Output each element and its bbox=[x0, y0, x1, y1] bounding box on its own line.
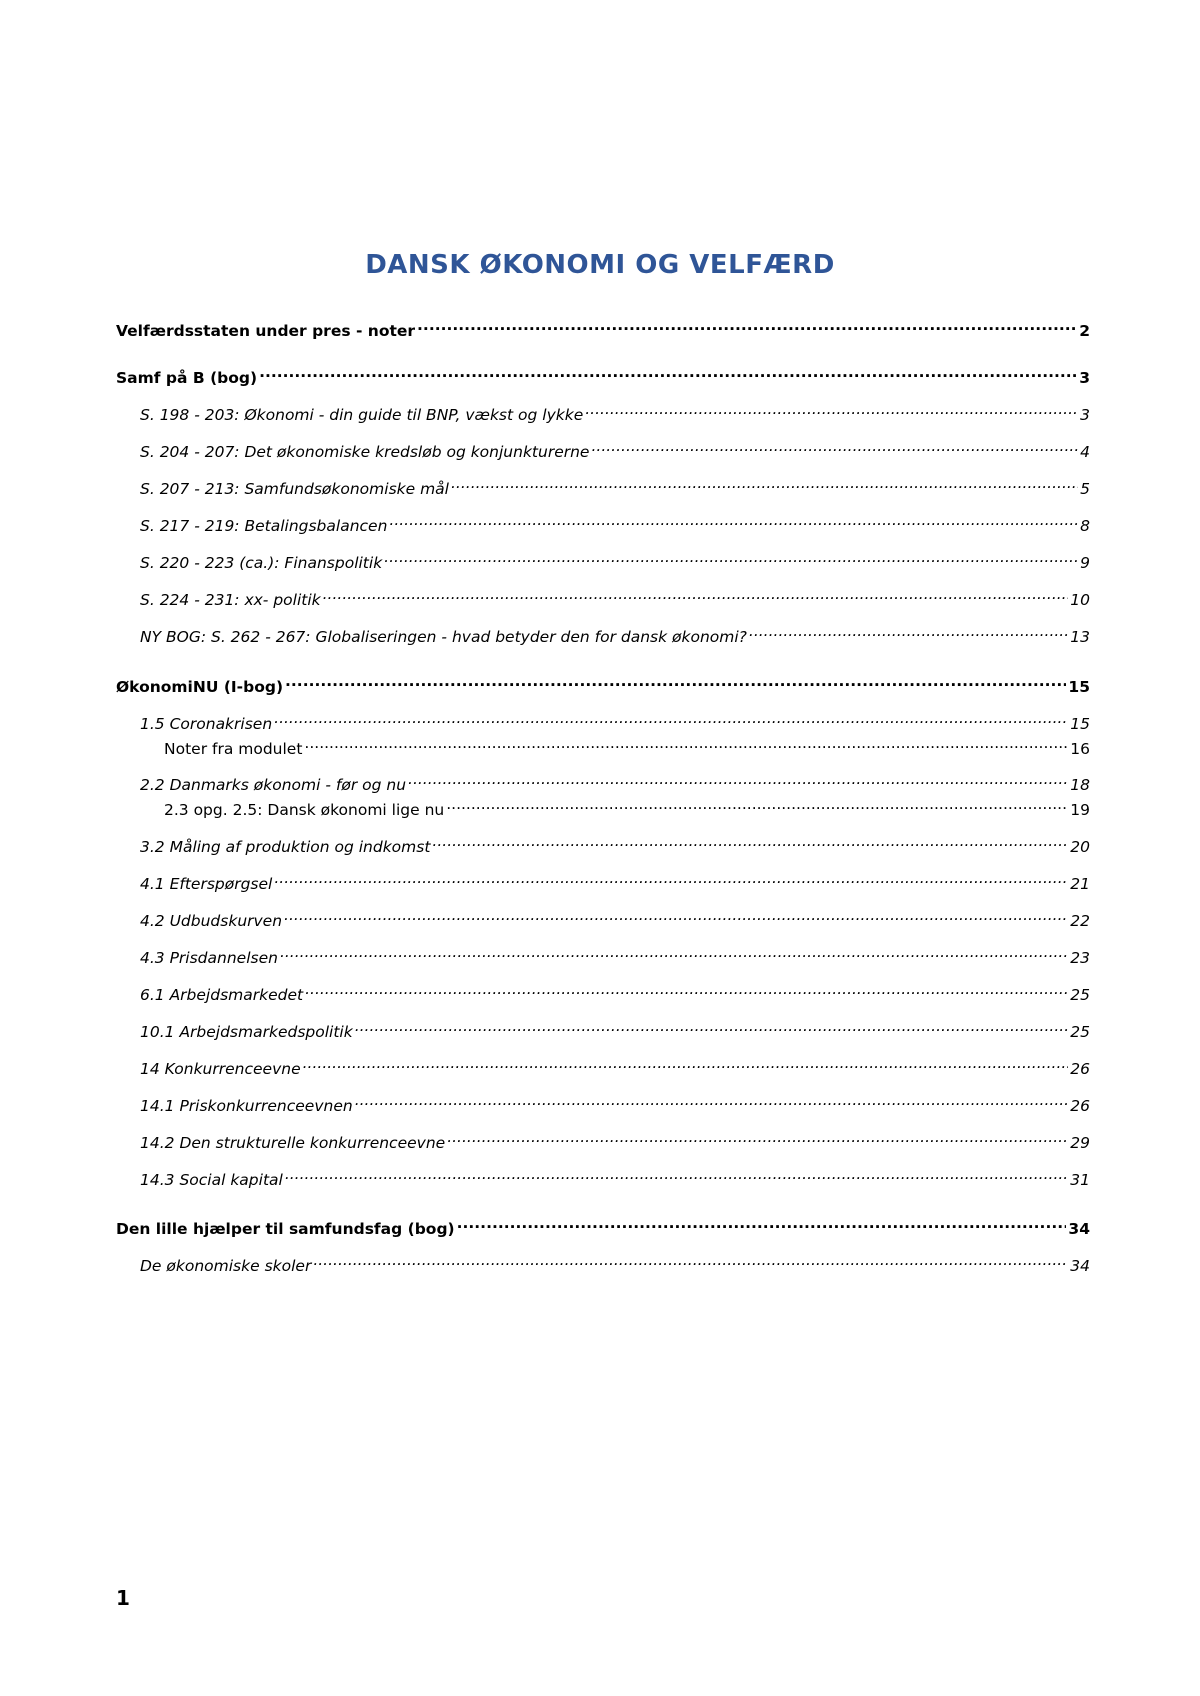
toc-dot-leader bbox=[280, 941, 1068, 963]
toc-dot-leader bbox=[285, 1163, 1068, 1185]
toc-entry-page: 15 bbox=[1068, 678, 1090, 696]
toc-entry-label: Samf på B (bog) bbox=[116, 369, 258, 387]
toc-entry-label: 4.2 Udbudskurven bbox=[140, 912, 283, 930]
toc-entry-page: 3 bbox=[1079, 369, 1090, 387]
toc-entry-label: S. 220 - 223 (ca.): Finanspolitik bbox=[140, 554, 383, 572]
toc-entry-page: 26 bbox=[1070, 1097, 1090, 1115]
toc-entry-page: 3 bbox=[1080, 406, 1090, 424]
toc-dot-leader bbox=[259, 361, 1077, 383]
toc-entry[interactable] bbox=[140, 1163, 1090, 1189]
toc-entry[interactable] bbox=[140, 768, 1090, 794]
toc-entry-label: ØkonomiNU (I-bog) bbox=[116, 678, 284, 696]
toc-dot-leader bbox=[355, 1089, 1069, 1111]
toc-entry-label: 4.3 Prisdannelsen bbox=[140, 949, 278, 967]
toc-dot-leader bbox=[274, 867, 1068, 889]
toc-entry-page: 20 bbox=[1070, 838, 1090, 856]
toc-entry[interactable] bbox=[140, 707, 1090, 733]
toc-dot-leader bbox=[323, 583, 1069, 605]
toc-entry-label: S. 224 - 231: xx- politik bbox=[140, 591, 321, 609]
toc-entry[interactable] bbox=[140, 435, 1090, 461]
toc-entry[interactable] bbox=[140, 867, 1090, 893]
toc-entry-label: S. 204 - 207: Det økonomiske kredsløb og konjunkturerne bbox=[140, 443, 590, 461]
toc-entry[interactable] bbox=[140, 1249, 1090, 1275]
document-title: DANSK ØKONOMI OG VELFÆRD bbox=[365, 250, 835, 280]
toc-entry-page: 2 bbox=[1079, 322, 1090, 340]
toc-entry-label: 1.5 Coronakrisen bbox=[140, 715, 273, 733]
toc-entry[interactable] bbox=[140, 1015, 1090, 1041]
toc-entry-page: 25 bbox=[1070, 1023, 1090, 1041]
toc-entry-page: 15 bbox=[1070, 715, 1090, 733]
toc-entry-label: 3.2 Måling af produktion og indkomst bbox=[140, 838, 431, 856]
toc-entry-label: 6.1 Arbejdsmarkedet bbox=[140, 986, 304, 1004]
toc-dot-leader bbox=[313, 1249, 1068, 1271]
toc-dot-leader bbox=[451, 472, 1078, 494]
toc-entry[interactable] bbox=[164, 732, 1090, 758]
toc-dot-leader bbox=[408, 768, 1068, 790]
toc-entry-page: 13 bbox=[1070, 628, 1090, 646]
toc-entry-page: 10 bbox=[1070, 591, 1090, 609]
toc-entry-page: 21 bbox=[1070, 875, 1090, 893]
page-number: 1 bbox=[116, 1586, 130, 1610]
toc-entry-page: 29 bbox=[1070, 1134, 1090, 1152]
toc-dot-leader bbox=[285, 670, 1066, 692]
toc-entry-page: 34 bbox=[1068, 1220, 1090, 1238]
toc-entry-page: 19 bbox=[1070, 801, 1090, 819]
toc-entry-label: 10.1 Arbejdsmarkedspolitik bbox=[140, 1023, 353, 1041]
toc-entry-label: 14 Konkurrenceevne bbox=[140, 1060, 301, 1078]
toc-entry-label: 14.1 Priskonkurrenceevnen bbox=[140, 1097, 353, 1115]
toc-entry-label: Den lille hjælper til samfundsfag (bog) bbox=[116, 1220, 455, 1238]
toc-entry[interactable] bbox=[140, 546, 1090, 572]
toc-entry[interactable] bbox=[140, 398, 1090, 424]
toc-entry-label: S. 198 - 203: Økonomi - din guide til BNP, vækst og lykke bbox=[140, 406, 584, 424]
toc-entry-label: 14.3 Social kapital bbox=[140, 1171, 283, 1189]
toc-entry-label: 2.2 Danmarks økonomi - før og nu bbox=[140, 776, 407, 794]
toc-entry-label: S. 207 - 213: Samfundsøkonomiske mål bbox=[140, 480, 449, 498]
toc-dot-leader bbox=[304, 732, 1068, 754]
toc-dot-leader bbox=[591, 435, 1078, 457]
toc-entry-page: 18 bbox=[1070, 776, 1090, 794]
toc-entry-page: 34 bbox=[1070, 1257, 1090, 1275]
toc-entry-label: De økonomiske skoler bbox=[140, 1257, 312, 1275]
toc-dot-leader bbox=[446, 793, 1068, 815]
toc-entry-label: 4.1 Efterspørgsel bbox=[140, 875, 273, 893]
toc-entry-page: 5 bbox=[1080, 480, 1090, 498]
toc-dot-leader bbox=[284, 904, 1068, 926]
toc-dot-leader bbox=[432, 830, 1068, 852]
toc-dot-leader bbox=[303, 1052, 1069, 1074]
toc-entry[interactable] bbox=[140, 904, 1090, 930]
toc-entry[interactable] bbox=[140, 1052, 1090, 1078]
toc-dot-leader bbox=[585, 398, 1078, 420]
toc-entry[interactable] bbox=[116, 361, 1090, 387]
toc-dot-leader bbox=[389, 509, 1078, 531]
toc-entry-page: 4 bbox=[1080, 443, 1090, 461]
toc-dot-leader bbox=[384, 546, 1078, 568]
toc-entry-label: 14.2 Den strukturelle konkurrenceevne bbox=[140, 1134, 446, 1152]
toc-entry-page: 8 bbox=[1080, 517, 1090, 535]
toc-entry[interactable] bbox=[140, 941, 1090, 967]
toc-dot-leader bbox=[417, 314, 1077, 336]
toc-entry-label: 2.3 opg. 2.5: Dansk økonomi lige nu bbox=[164, 801, 445, 819]
toc-dot-leader bbox=[447, 1126, 1068, 1148]
toc-entry[interactable] bbox=[140, 1126, 1090, 1152]
toc-entry[interactable] bbox=[140, 830, 1090, 856]
toc-entry[interactable] bbox=[164, 793, 1090, 819]
toc-entry-label: NY BOG: S. 262 - 267: Globaliseringen - hvad betyder den for dansk økonomi? bbox=[140, 628, 747, 646]
toc-dot-leader bbox=[274, 707, 1068, 729]
toc-entry[interactable] bbox=[140, 583, 1090, 609]
toc-entry[interactable] bbox=[116, 1212, 1090, 1238]
toc-entry[interactable] bbox=[140, 978, 1090, 1004]
toc-dot-leader bbox=[457, 1212, 1067, 1234]
toc-entry[interactable] bbox=[140, 1089, 1090, 1115]
toc-entry[interactable] bbox=[116, 670, 1090, 696]
toc-entry[interactable] bbox=[116, 314, 1090, 340]
toc-dot-leader bbox=[355, 1015, 1069, 1037]
toc-entry-page: 23 bbox=[1070, 949, 1090, 967]
toc-entry[interactable] bbox=[140, 620, 1090, 646]
toc-entry-label: S. 217 - 219: Betalingsbalancen bbox=[140, 517, 388, 535]
toc-dot-leader bbox=[305, 978, 1068, 1000]
toc-entry-page: 31 bbox=[1070, 1171, 1090, 1189]
toc-entry-label: Noter fra modulet bbox=[164, 740, 303, 758]
toc-entry-page: 25 bbox=[1070, 986, 1090, 1004]
toc-entry[interactable] bbox=[140, 509, 1090, 535]
toc-entry-page: 16 bbox=[1070, 740, 1090, 758]
toc-entry-label: Velfærdsstaten under pres - noter bbox=[116, 322, 416, 340]
toc-entry-page: 22 bbox=[1070, 912, 1090, 930]
toc-entry-page: 26 bbox=[1070, 1060, 1090, 1078]
toc-entry[interactable] bbox=[140, 472, 1090, 498]
toc-dot-leader bbox=[749, 620, 1068, 642]
toc-entry-page: 9 bbox=[1080, 554, 1090, 572]
